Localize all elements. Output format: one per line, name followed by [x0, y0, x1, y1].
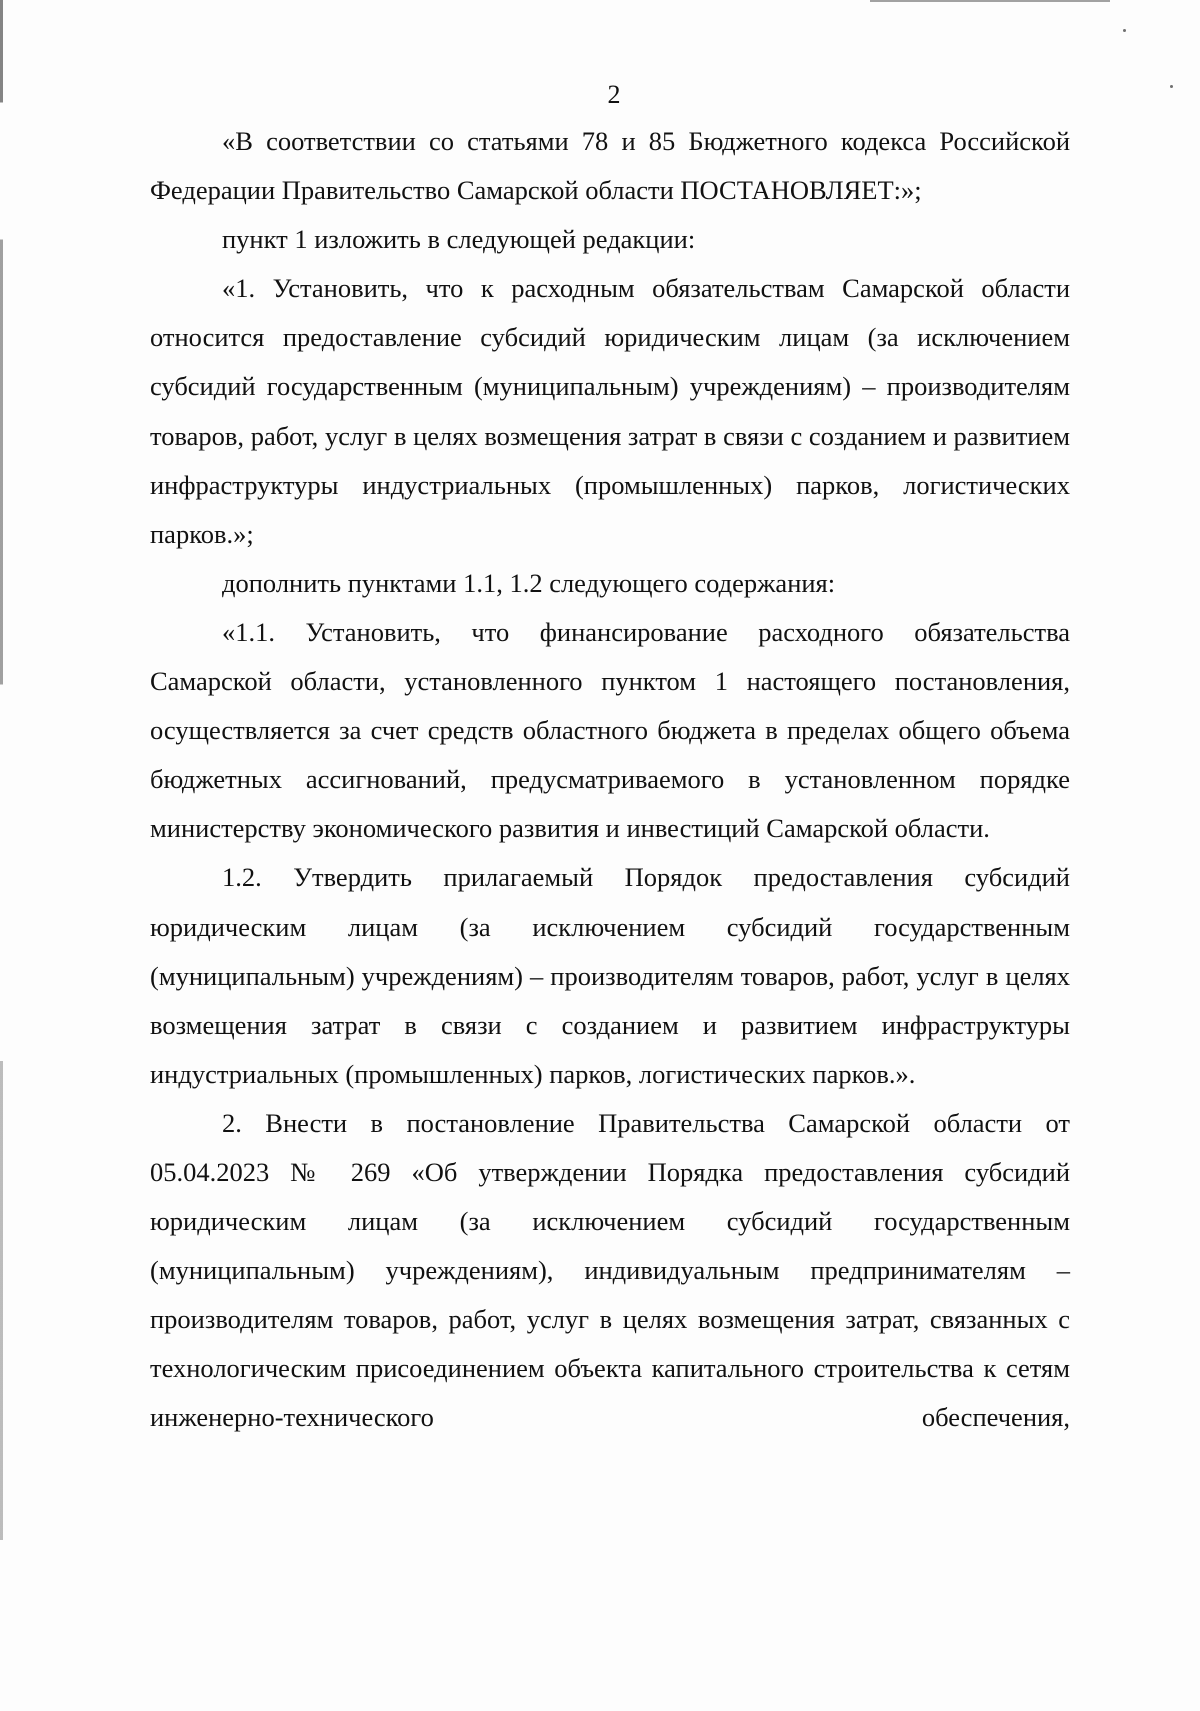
scan-top-edge	[870, 0, 1110, 2]
scan-speck	[1123, 29, 1126, 32]
document-body	[150, 117, 1070, 1443]
paragraph-point-2: 2. Внести в постановление Правительства Самарской области от 05.04.2023 № 269 «Об утверждении Порядка предоставления субсидий юридическим лицам (за исключением субсидий государственным (муниципальным) учреждениям), индивидуальным предпринимателям – производителям товаров, работ, услуг в целях возмещения затрат, связанных с технологическим присоединением объекта капитального строительства к сетям инженерно-технического обеспечения,	[150, 1107, 1070, 1433]
page-number: 2	[607, 80, 621, 109]
scan-left-edge	[0, 0, 3, 1711]
paragraph-preamble: «В соответствии со статьями 78 и 85 Бюджетного кодекса Российской Федерации Правительство Самарской области ПОСТАНОВЛЯЕТ:»;	[150, 126, 1070, 206]
paragraph-point-1-1: «1.1. Установить, что финансирование расходного обязательства Самарской области, установленного пунктом 1 настоящего постановления, осуществляется за счет средств областного бюджета в пределах общего объема бюджетных ассигнований, предусматриваемого в установленном порядке министерству экономического развития и инвестиций Самарской области.	[150, 616, 1070, 844]
paragraph-point-1-2: 1.2. Утвердить прилагаемый Порядок предоставления субсидий юридическим лицам (за исключением субсидий государственным (муниципальным) учреждениям) – производителям товаров, работ, услуг в целях возмещения затрат в связи с созданием и развитием инфраструктуры индустриальных (промышленных) парков, логистических парков.».	[150, 862, 1070, 1089]
paragraph-supplement-intro: дополнить пунктами 1.1, 1.2 следующего содержания:	[222, 567, 836, 598]
paragraph-point-1-intro: пункт 1 изложить в следующей редакции:	[222, 224, 696, 255]
paragraph-point-1-text: «1. Установить, что к расходным обязательствам Самарской области относится предоставление субсидий юридическим лицам (за исключением субсидий государственным (муниципальным) учреждениям) – производителям товаров, работ, услуг в целях возмещения затрат в связи с созданием и развитием инфраструктуры индустриальных (промышленных) парков, логистических парков.»;	[150, 273, 1070, 549]
